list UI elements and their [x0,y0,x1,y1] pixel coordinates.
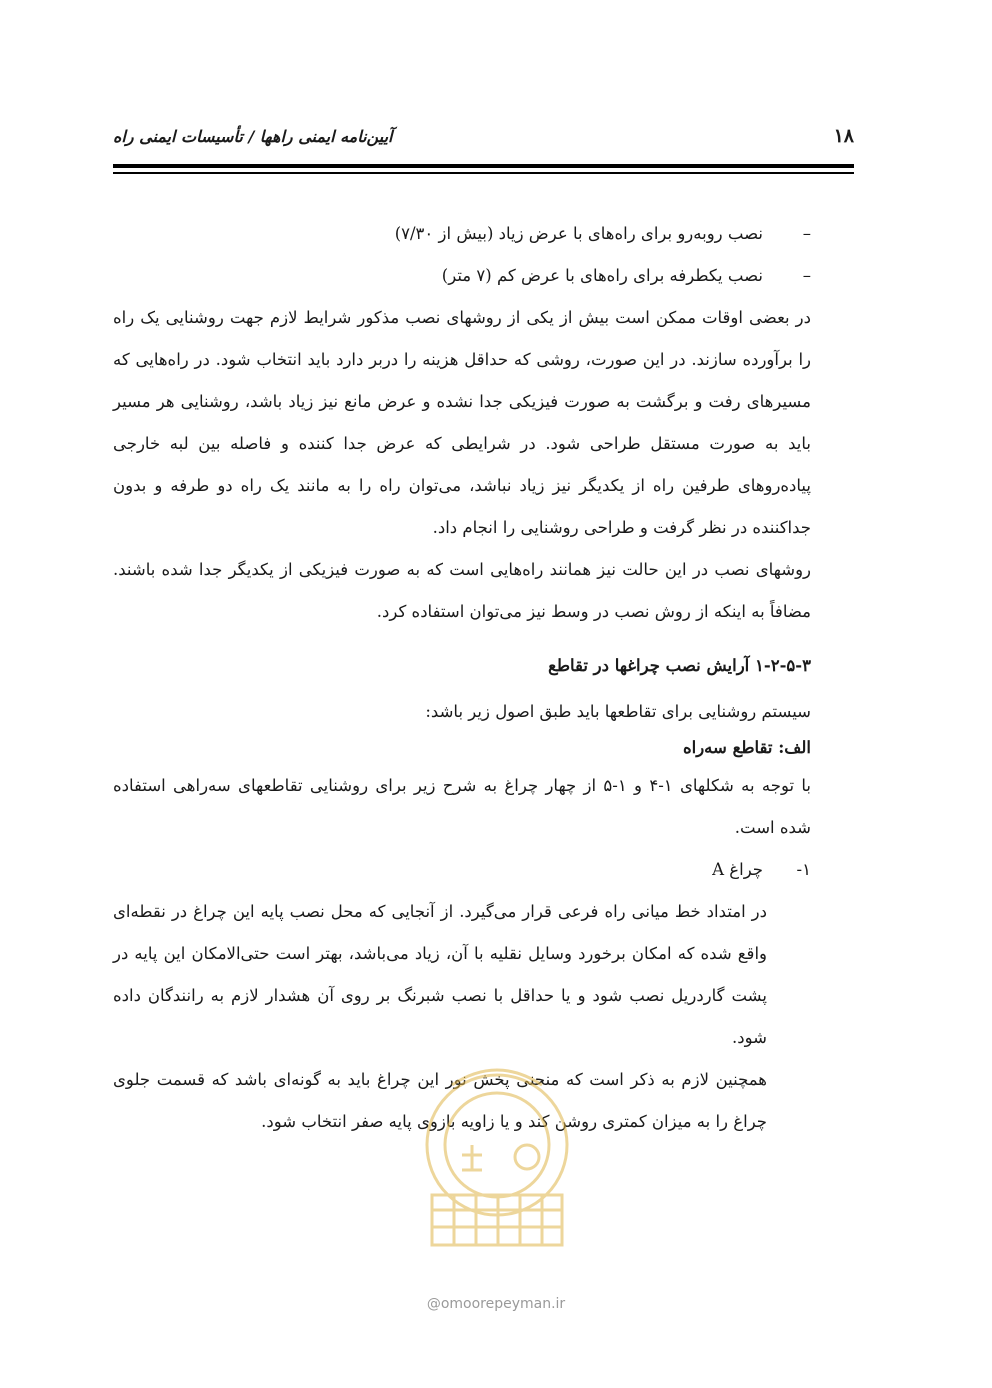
watermark-logo-icon [392,1045,602,1265]
page-number: ۱۸ [833,125,854,147]
page-content [113,213,811,1143]
watermark-url [0,1296,992,1312]
running-title: آیین‌نامه ایمنی راهها / تأسیسات ایمنی راه [113,127,393,146]
item-text: چراغ A [712,860,763,879]
bullet-item [113,213,811,255]
numbered-item [113,849,811,891]
header-rule-thick [113,164,854,168]
bullet-dash: – [802,266,811,285]
bullet-text: نصب یکطرفه برای راه‌های با عرض کم (۷ متر) [441,266,763,285]
paragraph: سیستم روشنایی برای تقاطعها باید طبق اصول زیر باشد: [425,702,811,721]
bullet-text: نصب روبه‌رو برای راه‌های با عرض زیاد (بیش از ۷/۳۰) [394,224,763,243]
at-icon: @ [426,1296,441,1312]
page-header [113,125,854,155]
item-number: ۱- [796,860,811,879]
subsection-label: الف: تقاطع سه‌راه [682,738,811,757]
section-heading: ۱-۲-۵-۳ آرایش نصب چراغها در تقاطع [548,656,811,675]
header-rule-thin [113,172,854,174]
paragraph: در امتداد خط میانی راه فرعی قرار می‌گیرد. از آنجایی که محل نصب پایه این چراغ در نقطه‌ای واقع شده که امکان برخورد وسایل نقلیه با آن، زیاد می‌باشد، بهتر است حتی‌الامکان این پایه در پشت گاردریل نصب شود و یا حداقل با نصب شبرنگ بر روی آن هشدار لازم به رانندگان داده شود. [113,902,767,1047]
paragraph: همچنین لازم به ذکر است که منحنی پخش نور این چراغ باید به گونه‌ای باشد که قسمت جلوی چراغ را به میزان کمتری روشن کند و یا زاویه بازوی پایه صفر انتخاب شود. [113,1070,767,1131]
bullet-item [113,255,811,297]
paragraph: در بعضی اوقات ممکن است بیش از یکی از روشهای نصب مذکور شرایط لازم جهت روشنایی یک راه را برآورده سازند. در این صورت، روشی که حداقل هزینه را دربر دارد باید انتخاب شود. در راه‌هایی که مسیرهای رفت و برگشت به صورت فیزیکی جدا نشده و عرض مانع نیز زیاد باشد، روشنایی هر مسیر باید به صورت مستقل طراحی شود. در شرایطی که عرض جدا کننده و فاصله بین لبه خارجی پیاده‌روهای طرفین راه از یکدیگر نیز زیاد نباشد، می‌توان راه را به مانند یک راه دو طرفه و بدون جداکننده در نظر گرفت و طراحی روشنایی را انجام داد. [113,308,811,537]
paragraph: با توجه به شکلهای ۱-۴ و ۱-۵ از چهار چراغ به شرح زیر برای روشنایی تقاطعهای سه‌راهی استفاده شده است. [113,776,812,837]
bullet-dash: – [802,224,811,243]
paragraph: روشهای نصب در این حالت نیز همانند راه‌هایی است که به صورت فیزیکی از یکدیگر جدا شده باشند. مضافاً به اینکه از روش نصب در وسط نیز می‌توان استفاده کرد. [113,560,811,621]
watermark-url-text: omoorepeyman.ir [440,1296,566,1312]
